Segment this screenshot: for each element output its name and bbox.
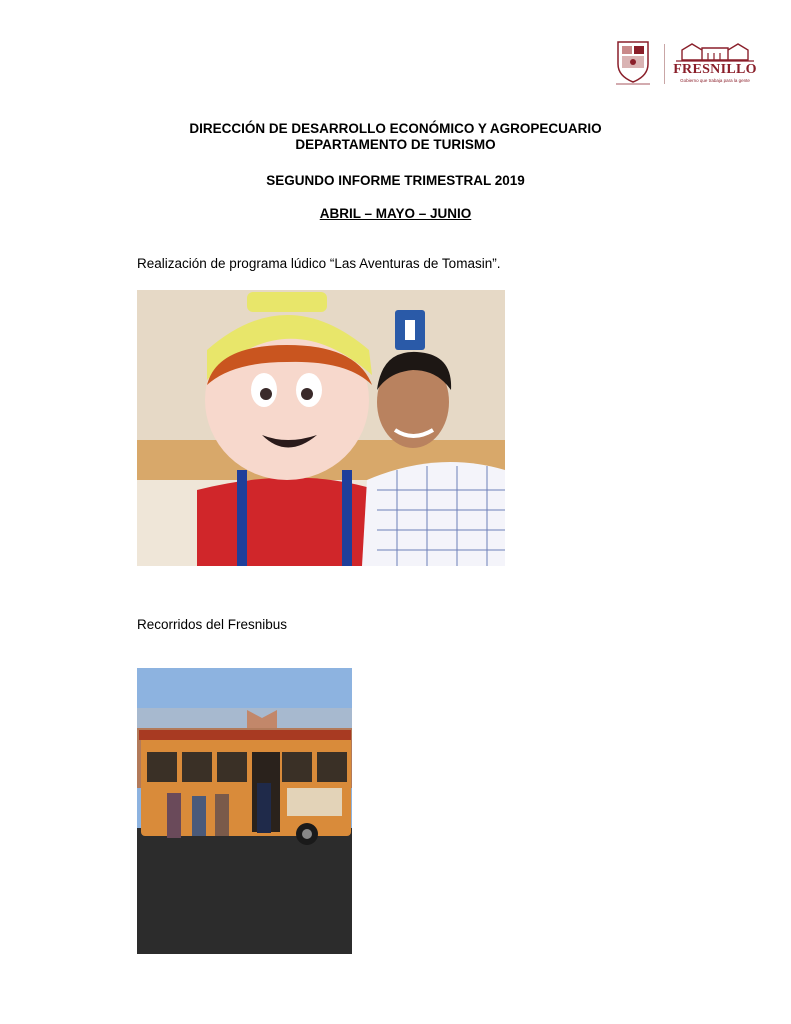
fresnillo-logo [672,40,758,86]
municipal-seal-logo [612,38,654,86]
logo-divider [664,44,665,84]
report-title: SEGUNDO INFORME TRIMESTRAL 2019 [266,173,525,188]
report-period: ABRIL – MAYO – JUNIO [319,206,472,221]
department-title: DIRECCIÓN DE DESARROLLO ECONÓMICO Y AGROPECUARIO [189,121,602,136]
section-caption-tomasin: Realización de programa lúdico “Las Aventuras de Tomasin”. [137,256,501,271]
section-caption-fresnibus: Recorridos del Fresnibus [137,617,288,632]
fresnibus-photo [137,668,352,954]
brand-tagline: Gobierno que trabaja para la gente [680,78,750,83]
mascot-photo [137,290,505,566]
department-subtitle: DEPARTAMENTO DE TURISMO [295,137,496,152]
brand-name: FRESNILLO [673,62,757,77]
building-icon [672,40,758,62]
